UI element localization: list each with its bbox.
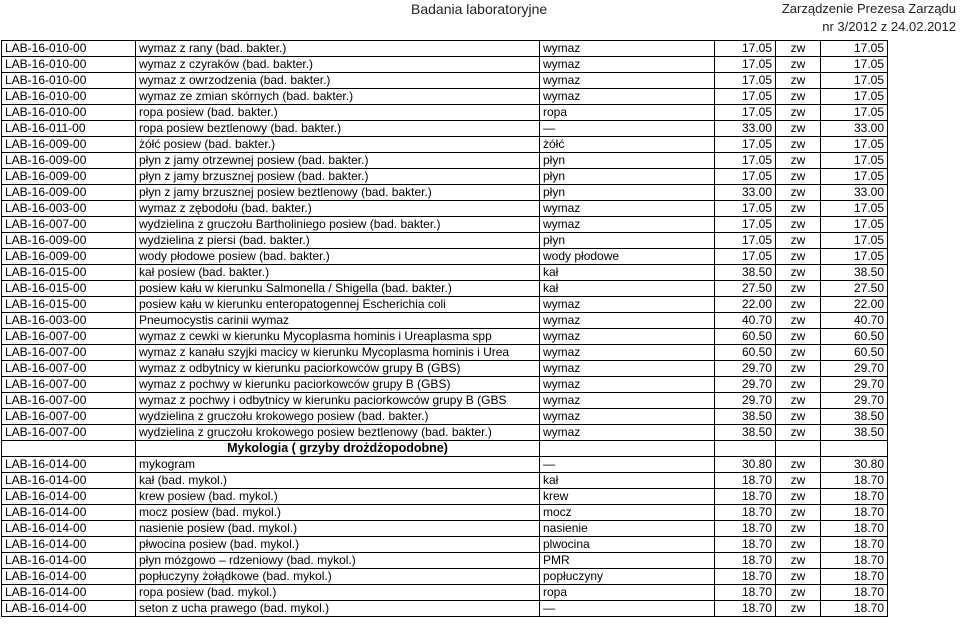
vat-cell: zw [776,425,821,441]
test-name-cell: Pneumocystis carinii wymaz [136,313,540,329]
table-row [2,361,888,377]
lab-tests-table [1,40,888,617]
material-cell: wymaz [540,377,715,393]
vat-cell: zw [776,41,821,57]
total-cell: 18.70 [821,601,888,617]
price-cell: 18.70 [715,585,776,601]
test-name-cell: posiew kału w kierunku Salmonella / Shigella (bad. bakter.) [136,281,540,297]
price-cell: 18.70 [715,489,776,505]
material-cell: nasienie [540,521,715,537]
material-cell: płyn [540,233,715,249]
test-name-cell: wymaz z rany (bad. bakter.) [136,41,540,57]
test-code-cell: LAB-16-007-00 [2,329,136,345]
vat-cell: zw [776,553,821,569]
vat-cell: zw [776,105,821,121]
test-name-cell: mykogram [136,457,540,473]
price-cell: 29.70 [715,393,776,409]
price-cell: 18.70 [715,473,776,489]
total-cell: 17.05 [821,105,888,121]
vat-cell: zw [776,585,821,601]
test-name-cell: żółć posiew (bad. bakter.) [136,137,540,153]
test-name-cell: wymaz z pochwy w kierunku paciorkowców grupy B (GBS) [136,377,540,393]
material-cell: ropa [540,105,715,121]
test-code-cell: LAB-16-007-00 [2,377,136,393]
material-cell: wymaz [540,57,715,73]
test-code-cell: LAB-16-014-00 [2,489,136,505]
test-name-cell: wymaz z czyraków (bad. bakter.) [136,57,540,73]
material-cell: wymaz [540,201,715,217]
total-cell: 29.70 [821,393,888,409]
test-code-cell: LAB-16-014-00 [2,473,136,489]
material-cell: wymaz [540,345,715,361]
test-name-cell: ropa posiew (bad. mykol.) [136,585,540,601]
vat-cell: zw [776,281,821,297]
material-cell: kał [540,281,715,297]
table-row [2,185,888,201]
material-cell: mocz [540,505,715,521]
table-row [2,121,888,137]
section-empty-cell [776,441,821,457]
test-code-cell: LAB-16-007-00 [2,393,136,409]
test-name-cell: wymaz z owrzodzenia (bad. bakter.) [136,73,540,89]
material-cell: — [540,121,715,137]
section-code-cell [2,441,136,457]
vat-cell: zw [776,297,821,313]
price-cell: 18.70 [715,537,776,553]
material-cell: płyn [540,169,715,185]
total-cell: 38.50 [821,425,888,441]
total-cell: 17.05 [821,169,888,185]
test-name-cell: wydzielina z gruczołu krokowego posiew (bad. bakter.) [136,409,540,425]
price-cell: 22.00 [715,297,776,313]
total-cell: 17.05 [821,57,888,73]
price-cell: 38.50 [715,265,776,281]
price-cell: 18.70 [715,569,776,585]
test-code-cell: LAB-16-014-00 [2,553,136,569]
test-name-cell: ropa posiew (bad. bakter.) [136,105,540,121]
test-name-cell: krew posiew (bad. mykol.) [136,489,540,505]
total-cell: 17.05 [821,89,888,105]
vat-cell: zw [776,265,821,281]
table-row [2,137,888,153]
material-cell: wymaz [540,393,715,409]
price-cell: 17.05 [715,137,776,153]
section-empty-cell [715,441,776,457]
table-row [2,73,888,89]
material-cell: żółć [540,137,715,153]
test-code-cell: LAB-16-015-00 [2,281,136,297]
material-cell: wymaz [540,361,715,377]
price-cell: 17.05 [715,169,776,185]
table-row [2,457,888,473]
vat-cell: zw [776,361,821,377]
test-code-cell: LAB-16-015-00 [2,297,136,313]
test-code-cell: LAB-16-003-00 [2,313,136,329]
vat-cell: zw [776,521,821,537]
vat-cell: zw [776,73,821,89]
test-code-cell: LAB-16-014-00 [2,585,136,601]
price-cell: 38.50 [715,409,776,425]
test-name-cell: płyn z jamy brzusznej posiew beztlenowy (bad. bakter.) [136,185,540,201]
section-empty-cell [540,441,715,457]
price-cell: 17.05 [715,249,776,265]
test-code-cell: LAB-16-011-00 [2,121,136,137]
price-cell: 17.05 [715,41,776,57]
table-row [2,57,888,73]
total-cell: 18.70 [821,585,888,601]
total-cell: 27.50 [821,281,888,297]
vat-cell: zw [776,89,821,105]
vat-cell: zw [776,137,821,153]
test-code-cell: LAB-16-010-00 [2,57,136,73]
table-row [2,569,888,585]
test-name-cell: nasienie posiew (bad. mykol.) [136,521,540,537]
vat-cell: zw [776,57,821,73]
table-row [2,505,888,521]
test-name-cell: wymaz z cewki w kierunku Mycoplasma hominis i Ureaplasma spp [136,329,540,345]
test-name-cell: ropa posiew beztlenowy (bad. bakter.) [136,121,540,137]
vat-cell: zw [776,201,821,217]
vat-cell: zw [776,217,821,233]
test-name-cell: wody płodowe posiew (bad. bakter.) [136,249,540,265]
table-row [2,233,888,249]
material-cell: płyn [540,185,715,201]
material-cell: — [540,601,715,617]
price-cell: 40.70 [715,313,776,329]
test-code-cell: LAB-16-007-00 [2,409,136,425]
test-name-cell: wymaz z zębodołu (bad. bakter.) [136,201,540,217]
total-cell: 17.05 [821,201,888,217]
price-cell: 17.05 [715,105,776,121]
price-cell: 17.05 [715,217,776,233]
material-cell: wymaz [540,73,715,89]
vat-cell: zw [776,537,821,553]
page-header [0,0,960,34]
price-cell: 17.05 [715,73,776,89]
section-title: Mykologia ( grzyby drożdżopodobne) [136,441,540,457]
vat-cell: zw [776,393,821,409]
test-code-cell: LAB-16-010-00 [2,89,136,105]
test-name-cell: wymaz z kanału szyjki macicy w kierunku Mycoplasma hominis i Urea [136,345,540,361]
test-name-cell: wymaz z pochwy i odbytnicy w kierunku paciorkowców grupy B (GBS [136,393,540,409]
material-cell: wymaz [540,41,715,57]
total-cell: 18.70 [821,553,888,569]
test-code-cell: LAB-16-014-00 [2,569,136,585]
table-row [2,521,888,537]
test-name-cell: wydzielina z gruczołu krokowego posiew beztlenowy (bad. bakter.) [136,425,540,441]
material-cell: plwocina [540,537,715,553]
test-name-cell: wydzielina z piersi (bad. bakter.) [136,233,540,249]
test-name-cell: płyn z jamy otrzewnej posiew (bad. bakter.) [136,153,540,169]
price-cell: 17.05 [715,57,776,73]
vat-cell: zw [776,185,821,201]
test-code-cell: LAB-16-014-00 [2,537,136,553]
price-cell: 33.00 [715,185,776,201]
price-cell: 17.05 [715,89,776,105]
total-cell: 18.70 [821,569,888,585]
table-row [2,105,888,121]
test-code-cell: LAB-16-009-00 [2,249,136,265]
material-cell: wymaz [540,297,715,313]
vat-cell: zw [776,569,821,585]
total-cell: 18.70 [821,521,888,537]
material-cell: wody płodowe [540,249,715,265]
test-code-cell: LAB-16-009-00 [2,153,136,169]
test-code-cell: LAB-16-015-00 [2,265,136,281]
test-name-cell: mocz posiew (bad. mykol.) [136,505,540,521]
test-name-cell: płyn z jamy brzusznej posiew (bad. bakter.) [136,169,540,185]
test-name-cell: wydzielina z gruczołu Bartholiniego posiew (bad. bakter.) [136,217,540,233]
material-cell: wymaz [540,89,715,105]
regulation-reference [782,0,956,36]
price-cell: 17.05 [715,233,776,249]
table-row [2,265,888,281]
table-row [2,473,888,489]
test-code-cell: LAB-16-007-00 [2,361,136,377]
table-body [2,41,888,617]
material-cell: wymaz [540,217,715,233]
vat-cell: zw [776,249,821,265]
price-cell: 29.70 [715,361,776,377]
material-cell: — [540,457,715,473]
total-cell: 18.70 [821,537,888,553]
table-row [2,601,888,617]
material-cell: kał [540,265,715,281]
total-cell: 40.70 [821,313,888,329]
total-cell: 22.00 [821,297,888,313]
total-cell: 60.50 [821,345,888,361]
table-row [2,217,888,233]
test-code-cell: LAB-16-010-00 [2,105,136,121]
price-cell: 33.00 [715,121,776,137]
vat-cell: zw [776,313,821,329]
test-code-cell: LAB-16-007-00 [2,217,136,233]
material-cell: płyn [540,153,715,169]
price-cell: 17.05 [715,201,776,217]
test-code-cell: LAB-16-014-00 [2,601,136,617]
total-cell: 17.05 [821,41,888,57]
material-cell: wymaz [540,409,715,425]
test-name-cell: seton z ucha prawego (bad. mykol.) [136,601,540,617]
material-cell: wymaz [540,313,715,329]
test-name-cell: popłuczyny żołądkowe (bad. mykol.) [136,569,540,585]
section-header-row [2,441,888,457]
material-cell: kał [540,473,715,489]
section-empty-cell [821,441,888,457]
vat-cell: zw [776,457,821,473]
total-cell: 38.50 [821,265,888,281]
table-row [2,169,888,185]
table-row [2,425,888,441]
price-cell: 17.05 [715,153,776,169]
table-row [2,345,888,361]
test-code-cell: LAB-16-014-00 [2,505,136,521]
price-cell: 60.50 [715,345,776,361]
price-cell: 27.50 [715,281,776,297]
price-cell: 18.70 [715,601,776,617]
test-name-cell: płwocina posiew (bad. mykol.) [136,537,540,553]
table-row [2,585,888,601]
table-row [2,393,888,409]
material-cell: PMR [540,553,715,569]
price-cell: 18.70 [715,521,776,537]
vat-cell: zw [776,489,821,505]
table-row [2,409,888,425]
table-row [2,329,888,345]
test-code-cell: LAB-16-009-00 [2,233,136,249]
table-row [2,553,888,569]
price-cell: 18.70 [715,505,776,521]
total-cell: 30.80 [821,457,888,473]
vat-cell: zw [776,121,821,137]
total-cell: 17.05 [821,233,888,249]
vat-cell: zw [776,233,821,249]
test-code-cell: LAB-16-010-00 [2,73,136,89]
total-cell: 29.70 [821,361,888,377]
total-cell: 18.70 [821,505,888,521]
test-name-cell: kał posiew (bad. bakter.) [136,265,540,281]
total-cell: 29.70 [821,377,888,393]
test-name-cell: posiew kału w kierunku enteropatogennej Escherichia coli [136,297,540,313]
table-row [2,297,888,313]
vat-cell: zw [776,409,821,425]
test-code-cell: LAB-16-009-00 [2,137,136,153]
material-cell: ropa [540,585,715,601]
test-code-cell: LAB-16-010-00 [2,41,136,57]
price-cell: 18.70 [715,553,776,569]
test-code-cell: LAB-16-014-00 [2,457,136,473]
table-row [2,313,888,329]
table-row [2,281,888,297]
total-cell: 38.50 [821,409,888,425]
test-code-cell: LAB-16-007-00 [2,425,136,441]
total-cell: 17.05 [821,249,888,265]
test-code-cell: LAB-16-007-00 [2,345,136,361]
material-cell: wymaz [540,425,715,441]
total-cell: 18.70 [821,489,888,505]
total-cell: 17.05 [821,153,888,169]
vat-cell: zw [776,505,821,521]
table-row [2,89,888,105]
material-cell: krew [540,489,715,505]
price-cell: 60.50 [715,329,776,345]
price-cell: 30.80 [715,457,776,473]
table-row [2,489,888,505]
test-code-cell: LAB-16-014-00 [2,521,136,537]
table-row [2,377,888,393]
vat-cell: zw [776,345,821,361]
test-code-cell: LAB-16-009-00 [2,169,136,185]
material-cell: popłuczyny [540,569,715,585]
vat-cell: zw [776,169,821,185]
table-row [2,537,888,553]
table-row [2,41,888,57]
regulation-line-1: Zarządzenie Prezesa Zarządu [781,1,956,16]
test-code-cell: LAB-16-009-00 [2,185,136,201]
vat-cell: zw [776,329,821,345]
total-cell: 17.05 [821,73,888,89]
total-cell: 17.05 [821,137,888,153]
vat-cell: zw [776,601,821,617]
table-row [2,201,888,217]
page-title: Badania laboratoryjne [411,1,548,17]
test-code-cell: LAB-16-003-00 [2,201,136,217]
table-row [2,249,888,265]
table-row [2,153,888,169]
test-name-cell: wymaz z odbytnicy w kierunku paciorkowców grupy B (GBS) [136,361,540,377]
vat-cell: zw [776,377,821,393]
regulation-line-2: nr 3/2012 z 24.02.2012 [822,19,956,34]
total-cell: 17.05 [821,217,888,233]
test-name-cell: wymaz ze zmian skórnych (bad. bakter.) [136,89,540,105]
total-cell: 33.00 [821,185,888,201]
vat-cell: zw [776,473,821,489]
test-name-cell: kał (bad. mykol.) [136,473,540,489]
price-cell: 29.70 [715,377,776,393]
material-cell: wymaz [540,329,715,345]
total-cell: 33.00 [821,121,888,137]
total-cell: 18.70 [821,473,888,489]
test-name-cell: płyn mózgowo – rdzeniowy (bad. mykol.) [136,553,540,569]
total-cell: 60.50 [821,329,888,345]
vat-cell: zw [776,153,821,169]
price-cell: 38.50 [715,425,776,441]
